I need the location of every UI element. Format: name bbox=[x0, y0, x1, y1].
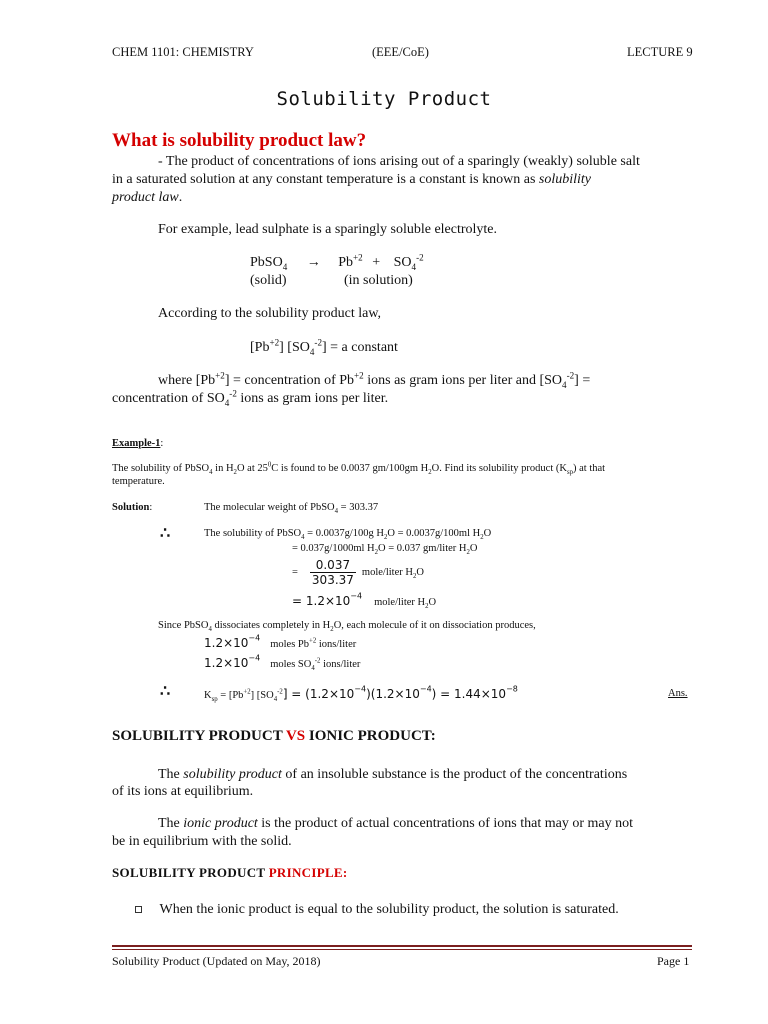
solution-label: Solution: bbox=[112, 502, 153, 513]
ip-definition-line-1: The ionic product is the product of actual concentrations of ions that may or may not bbox=[158, 816, 633, 831]
example-1-text-line-1: The solubility of PbSO$_4$ in $H_2O$ at $25^0C$ is found to be 0.0037 gm/100gm $H_2O$. Find its solubility product $(K_{sp})$ at that bbox=[112, 461, 606, 477]
sp-definition-line-1: The solubility product of an insoluble substance is the product of the concentrations bbox=[158, 767, 628, 782]
molar-solubility-fraction: = $\frac{0.037}{303.37}$ mole/liter $H_2O$ bbox=[292, 557, 424, 587]
dissociation-text: Since PbSO$_4$ dissociates completely in $H_2O$, each molecule of it on dissociation produces, bbox=[158, 620, 536, 634]
principle-bullet-item: When the ionic product is equal to the solubility product, the solution is saturated. bbox=[135, 901, 619, 919]
definition-line-1: - The product of concentrations of ions arising out of a sparingly (weakly) soluble salt bbox=[158, 154, 640, 169]
law-expression: $[Pb^{+2}] [SO_4^{-2}] = a$ constant bbox=[250, 337, 398, 357]
header-lecture: LECTURE 9 bbox=[627, 45, 693, 59]
therefore-symbol-2: ∴ bbox=[160, 683, 171, 700]
example-1-label: Example-1: bbox=[112, 438, 164, 449]
ip-definition-line-2: be in equilibrium with the solid. bbox=[112, 834, 292, 849]
molecular-weight: The molecular weight of PbSO$_4$ = 303.37 bbox=[204, 502, 379, 516]
answer-label: Ans. bbox=[668, 688, 688, 699]
reaction-state-solution: (in solution) bbox=[344, 273, 413, 288]
section-heading-principle: SOLUBILITY PRODUCT PRINCIPLE: bbox=[112, 865, 348, 880]
page-title: Solubility Product bbox=[276, 88, 492, 110]
footer-rule-thin bbox=[112, 949, 692, 950]
where-line-1: where $[Pb^{+2}]$ = concentration of $Pb^{+2}$ ions as gram ions per liter and $[SO_4^{-2}]$ = bbox=[158, 370, 591, 390]
moles-pb-ions: $1.2\times 10^{-4}$ moles $Pb^{+2}$ ions/liter bbox=[204, 633, 357, 650]
square-bullet-icon bbox=[135, 906, 142, 913]
moles-so4-ions: $1.2\times 10^{-4}$ moles $SO_4^{-2}$ ions/liter bbox=[204, 653, 361, 673]
solubility-line-2: = 0.037g/1000ml $H_2O = 0.037$ gm/liter $H_2O$ bbox=[292, 543, 478, 557]
example-intro: For example, lead sulphate is a sparingly soluble electrolyte. bbox=[158, 222, 498, 237]
section-heading-sp-vs-ip: SOLUBILITY PRODUCT VS IONIC PRODUCT: bbox=[112, 728, 436, 744]
header-course: CHEM 1101: CHEMISTRY bbox=[112, 45, 254, 59]
header-dept: (EEE/CoE) bbox=[372, 45, 429, 59]
molar-solubility-result: = $1.2\times 10^{-4}$ mole/liter $H_2O$ bbox=[292, 591, 437, 611]
footer-left: Solubility Product (Updated on May, 2018) bbox=[112, 954, 321, 968]
example-1-text-line-2: temperature. bbox=[112, 476, 165, 487]
law-intro: According to the solubility product law, bbox=[158, 306, 382, 321]
sp-definition-line-2: of its ions at equilibrium. bbox=[112, 784, 254, 799]
reaction-equation: PbSO$_4$ → $Pb^{+2} + SO_4^{-2}$ bbox=[250, 252, 424, 272]
definition-line-3: product law. bbox=[112, 190, 183, 205]
solubility-line-1: The solubility of PbSO$_4$ = 0.0037g/100g $H_2O = 0.0037g/100ml$ $H_2O$ bbox=[204, 528, 492, 542]
therefore-symbol-1: ∴ bbox=[160, 525, 171, 542]
footer-page-number: Page 1 bbox=[657, 954, 690, 968]
ksp-equation: $K_{sp} = [Pb^{+2}] [SO_4^{-2}] = (1.2\times 10^{-4})(1.2\times 10^{-4}) = 1.44\times 10^{-8}$ bbox=[204, 684, 518, 704]
footer-rule-thick bbox=[112, 945, 692, 947]
definition-line-2: in a saturated solution at any constant temperature is a constant is known as solubility bbox=[112, 172, 592, 187]
question-heading: What is solubility product law? bbox=[112, 130, 367, 151]
reaction-state-solid: (solid) bbox=[250, 273, 287, 288]
where-line-2: concentration of $SO_4^{-2}$ ions as gram ions per liter. bbox=[112, 388, 389, 408]
